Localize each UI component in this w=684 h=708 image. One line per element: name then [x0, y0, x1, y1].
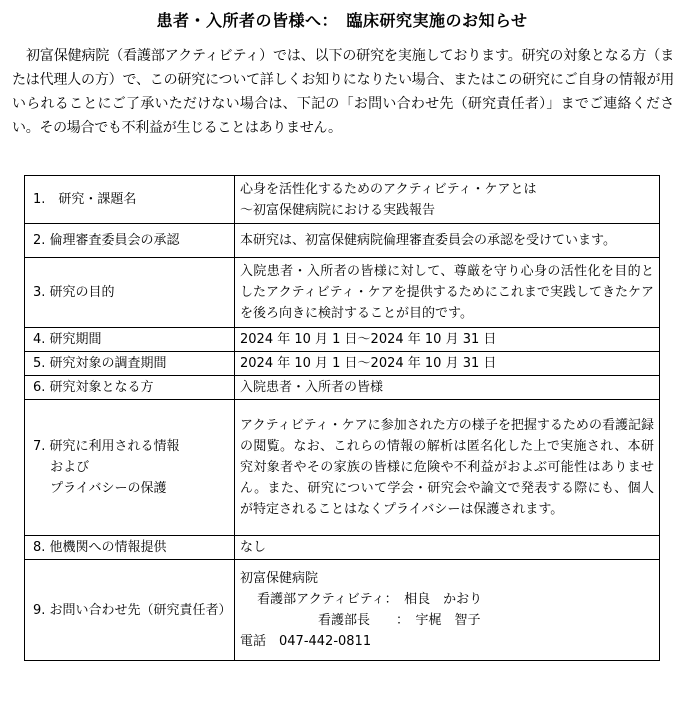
row-value: [235, 224, 660, 258]
row-value-text: 看護部長 ： 宇梶 智子: [240, 613, 481, 628]
row-value-text: 初富保健病院: [240, 571, 319, 586]
row-label-text: 4. 研究期間: [33, 332, 102, 347]
row-value: [235, 352, 660, 376]
table-row-study-period: [25, 328, 660, 352]
table-row-external-provision: [25, 536, 660, 560]
row-value-text: アクティビティ・ケアに参加された方の様子を把握するための看護記録の閲覧。なお、これらの情報の解析は匿名化した上で実施され、本研究対象者やその家族の皆様に危険や不利益がおよぶ可能性はありません。また、研究について学会・研究会や論文で発表する際にも、個人が特定されることはなくプライバシーは保護されます。: [240, 418, 654, 517]
row-label-text: プライバシーの保護: [33, 481, 167, 496]
row-label-text: 5. 研究対象の調査期間: [33, 356, 167, 371]
page-title: 患者・入所者の皆様へ： 臨床研究実施のお知らせ: [156, 11, 528, 30]
row-value: [235, 536, 660, 560]
row-value: [235, 328, 660, 352]
row-value-text: 入院患者・入所者の皆様: [240, 380, 384, 395]
row-label-text: 2. 倫理審査委員会の承認: [33, 233, 180, 248]
row-value-text: 看護部アクティビティ： 相良 かおり: [240, 592, 483, 607]
row-value-text: 2024 年 10 月 1 日～2024 年 10 月 31 日: [240, 332, 497, 347]
table-row-ethics-approval: [25, 224, 660, 258]
row-value-text: 入院患者・入所者の皆様に対して、尊厳を守り心身の活性化を目的としたアクティビティ・ケアを提供するためにこれまで実践してきたケアを後ろ向きに検討することが目的です。: [240, 264, 654, 321]
row-label: [25, 328, 235, 352]
table-row-target-subjects: [25, 376, 660, 400]
row-label-text: 6. 研究対象となる方: [33, 380, 154, 395]
table-row-data-privacy: [25, 400, 660, 536]
row-value-text: 心身を活性化するためのアクティビティ・ケアとは: [240, 181, 537, 197]
table-row-contact: [25, 560, 660, 661]
row-value: [235, 400, 660, 536]
row-label: [25, 376, 235, 400]
row-label: [25, 176, 235, 224]
row-label-text: 9. お問い合わせ先（研究責任者）: [33, 602, 232, 618]
table-row-survey-period: [25, 352, 660, 376]
row-value: [235, 376, 660, 400]
row-value-text: 2024 年 10 月 1 日～2024 年 10 月 31 日: [240, 356, 497, 371]
row-value-text: ～初富保健病院における実践報告: [240, 202, 436, 218]
study-info-table: [24, 175, 660, 661]
row-label: [25, 536, 235, 560]
row-value-text: 本研究は、初富保健病院倫理審査委員会の承認を受けています。: [240, 233, 616, 248]
row-label: [25, 224, 235, 258]
row-value: [235, 258, 660, 328]
row-value-text: なし: [240, 540, 267, 555]
row-label-text: 3. 研究の目的: [33, 285, 115, 300]
row-value-text: 電話 047-442-0811: [240, 634, 372, 649]
row-label-text: 8. 他機関への情報提供: [33, 540, 167, 555]
intro-paragraph: 初富保健病院（看護部アクティビティ）では、以下の研究を実施しております。研究の対象となる方（または代理人の方）で、この研究について詳しくお知りになりたい場合、またはこの研究にご自身の情報が用いられることにご了承いただけない場合は、下記の「お問い合わせ先（研究責任者）」までご連絡ください。その場合でも不利益が生じることはありません。: [12, 48, 674, 136]
table-row-study-title: [25, 176, 660, 224]
row-label: [25, 258, 235, 328]
row-label: [25, 560, 235, 661]
row-label-text: および: [33, 460, 90, 475]
row-label-text: 7. 研究に利用される情報: [33, 439, 180, 454]
row-label: [25, 400, 235, 536]
row-value: [235, 560, 660, 661]
row-label: [25, 352, 235, 376]
table-row-study-purpose: [25, 258, 660, 328]
row-value: [235, 176, 660, 224]
row-label-text: 1. 研究・課題名: [33, 192, 137, 207]
